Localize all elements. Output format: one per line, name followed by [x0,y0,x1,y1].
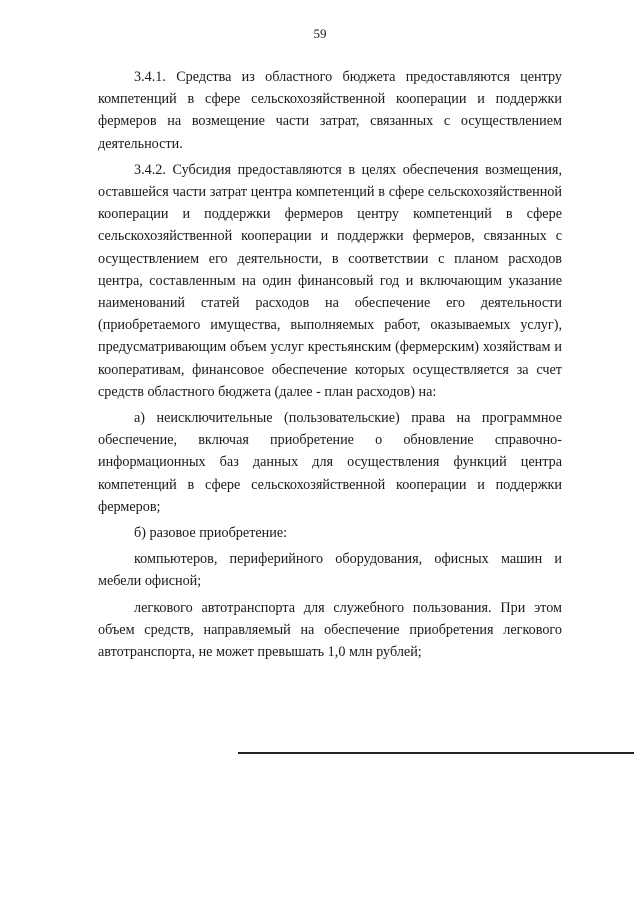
paragraph-item-b: б) разовое приобретение: [134,525,288,542]
paragraph-computers: компьютеров, периферийного оборудования, офисных машин и мебели офисной; [98,551,562,590]
paragraph-3-4-1: 3.4.1. Средства из областного бюджета предоставляются центру компетенций в сфере сельскохозяйственной кооперации и поддержки фермеров на возмещение части затрат, связанных с осуществлением деятельности. [98,69,562,152]
document-body [98,66,562,663]
paragraph-3-4-2: 3.4.2. Субсидия предоставляются в целях обеспечения возмещения, оставшейся части затрат центра компетенций в сфере сельскохозяйственной кооперации и поддержки фермеров центру компетенций в сфере сельскохозяйственной кооперации и поддержки фермеров, связанных с осуществлением его деятельности, в соответствии с планом расходов центра, составленным на один финансовый год и включающим указание наименований статей расходов на обеспечение его деятельности (приобретаемого имущества, выполняемых работ, оказываемых услуг), предусматривающим объем услуг крестьянским (фермерским) хозяйствам и кооперативам, финансовое обеспечение которых осуществляется за счет средств областного бюджета (далее - план расходов) на: [98,161,562,400]
paragraph-item-a: а) неисключительные (пользовательские) права на программное обеспечение, включая приобретение о обновление справочно-информационных баз данных для осуществления функций центра компетенций в сфере сельскохозяйственной кооперации и поддержки фермеров; [98,410,562,515]
horizontal-rule [238,752,634,754]
paragraph-vehicles: легкового автотранспорта для служебного пользования. При этом объем средств, направляемый на обеспечение приобретения легкового автотранспорта, не может превышать 1,0 млн рублей; [98,599,562,661]
page-number: 59 [313,26,327,41]
